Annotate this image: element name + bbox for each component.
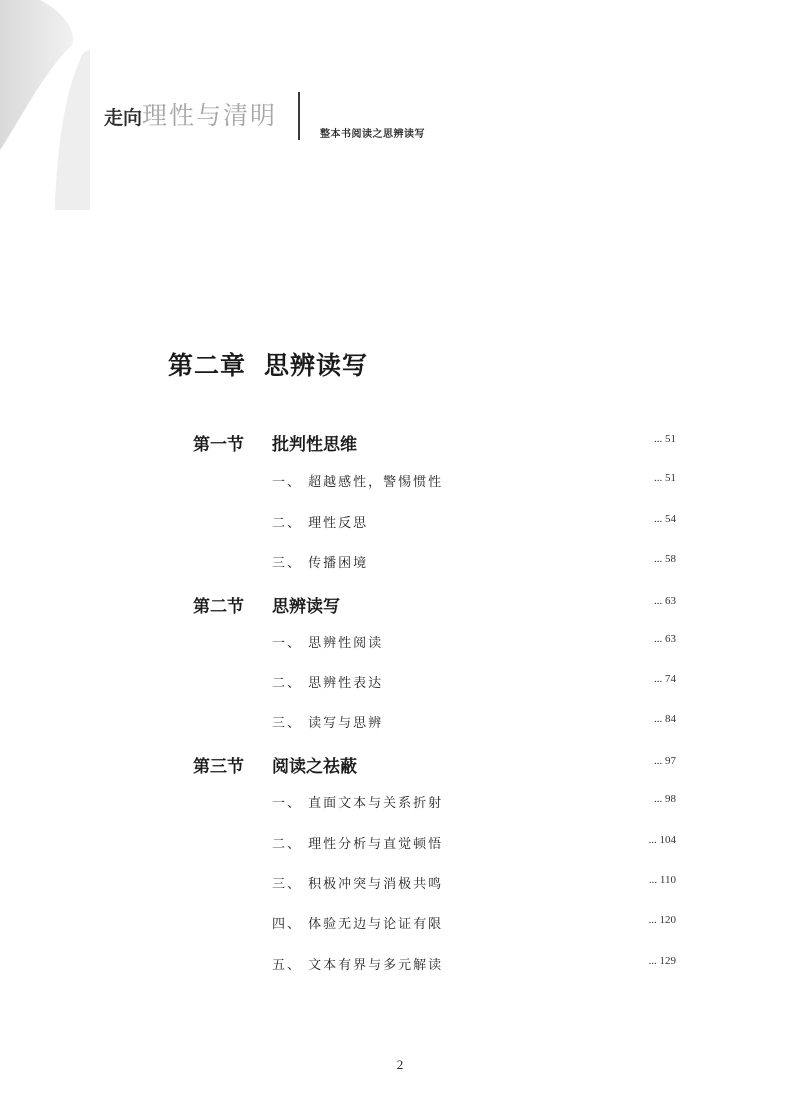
page-reference: ... 51 [654, 472, 676, 484]
page-reference: ... 74 [654, 673, 676, 685]
item-title: 二、 思辨性表达 [272, 676, 384, 691]
toc-item-row[interactable] [0, 833, 800, 855]
page-reference: ... 54 [654, 513, 676, 525]
toc-item-row[interactable] [0, 552, 800, 574]
header-decoration [0, 0, 90, 210]
toc-item-row[interactable] [0, 954, 800, 976]
page-reference: ... 58 [654, 553, 676, 565]
item-title: 一、 直面文本与关系折射 [272, 796, 444, 811]
toc-section-row[interactable] [0, 752, 800, 777]
toc-item-row[interactable] [0, 712, 800, 734]
item-title: 三、 读写与思辨 [272, 716, 384, 731]
item-title: 二、 理性分析与直觉顿悟 [272, 837, 444, 852]
page-number: 2 [396, 1057, 404, 1072]
page-reference: ... 129 [648, 955, 676, 967]
page-reference: ... 63 [654, 595, 676, 607]
item-title: 三、 积极冲突与消极共鸣 [272, 877, 444, 892]
header-divider [298, 92, 300, 140]
toc-item-row[interactable] [0, 512, 800, 534]
chapter-title [168, 346, 368, 382]
toc-item-row[interactable] [0, 672, 800, 694]
brand-title: 理性与清明 [142, 101, 278, 130]
toc-item-row[interactable] [0, 913, 800, 935]
page-reference: ... 97 [654, 755, 676, 767]
toc-section-row[interactable] [0, 592, 800, 617]
page-reference: ... 104 [648, 834, 676, 846]
section-title: 批判性思维 [272, 435, 357, 455]
page-reference: ... 63 [654, 633, 676, 645]
chapter-number: 第二章 [168, 351, 247, 380]
page-reference: ... 51 [654, 433, 676, 445]
section-number: 第一节 [193, 435, 244, 455]
item-title: 一、 超越感性，警惕惯性 [272, 475, 444, 490]
chapter-name: 思辨读写 [264, 351, 369, 380]
item-title: 一、 思辨性阅读 [272, 636, 384, 651]
section-number: 第三节 [193, 757, 244, 777]
toc-item-row[interactable] [0, 632, 800, 654]
item-title: 二、 理性反思 [272, 516, 369, 531]
item-title: 四、 体验无边与论证有限 [272, 917, 444, 932]
header-subtitle: 整本书阅读之思辨读写 [320, 129, 425, 140]
toc-item-row[interactable] [0, 792, 800, 814]
section-title: 思辨读写 [272, 597, 340, 617]
brand-prefix: 走向 [104, 107, 143, 129]
page-reference: ... 110 [648, 874, 676, 886]
page-reference: ... 84 [654, 713, 676, 725]
header-brand [104, 96, 277, 132]
toc-item-row[interactable] [0, 471, 800, 493]
item-title: 五、 文本有界与多元解读 [272, 958, 444, 973]
section-title: 阅读之祛蔽 [272, 757, 357, 777]
page-reference: ... 120 [648, 914, 676, 926]
toc-section-row[interactable] [0, 430, 800, 455]
toc-item-row[interactable] [0, 873, 800, 895]
page-reference: ... 98 [654, 793, 676, 805]
item-title: 三、 传播困境 [272, 556, 369, 571]
section-number: 第二节 [193, 597, 244, 617]
